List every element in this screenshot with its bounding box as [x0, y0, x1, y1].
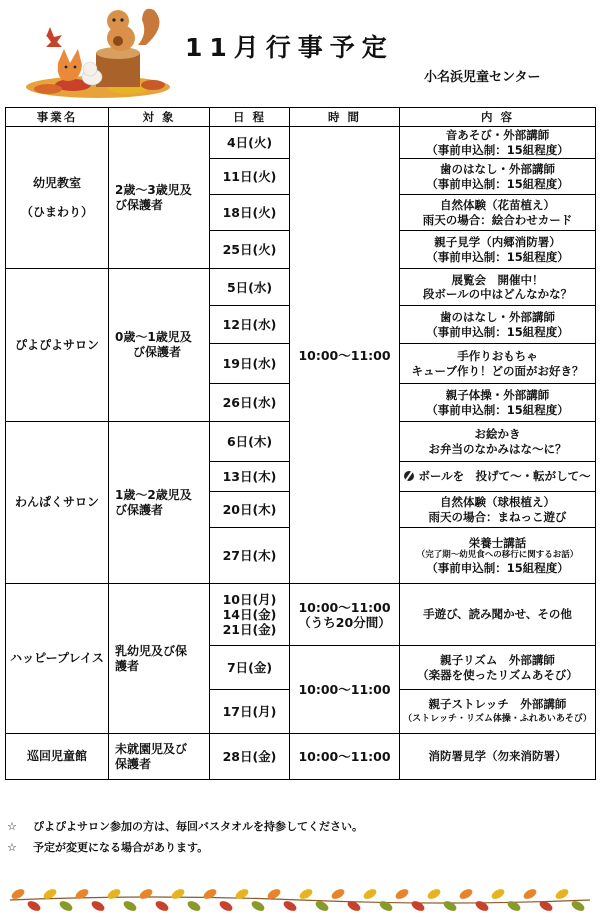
maple-leaf: [46, 27, 62, 47]
leaf-icon: [554, 887, 570, 901]
target-audience: 乳幼児及び保 護者: [109, 584, 210, 734]
page-title: 11月行事予定: [185, 33, 394, 62]
autumn-leaf-border: [10, 884, 590, 916]
event-content: 手作りおもちゃ キューブ作り！どの面がお好き？: [400, 344, 596, 384]
squirrel-figure: [107, 9, 159, 51]
leaf-icon: [138, 887, 154, 901]
table-row: [6, 584, 596, 646]
fox-figure: [58, 49, 82, 81]
leaf-icon: [522, 887, 538, 901]
leaf-icon: [74, 887, 90, 901]
leaf-icon: [58, 899, 74, 913]
tree-stump: [96, 47, 140, 87]
event-time: 10:00～11:00: [290, 734, 400, 780]
event-content: お絵かき お弁当のなかみはな～に？: [400, 422, 596, 462]
event-date: 27日(木): [210, 528, 290, 584]
event-date: 13日(木): [210, 462, 290, 492]
column-header: 対 象: [109, 108, 210, 127]
leaf-icon: [410, 899, 426, 913]
leaf-icon: [154, 899, 170, 913]
notes: [7, 816, 363, 858]
leaf-icon: [170, 887, 186, 901]
column-header: 時 間: [290, 108, 400, 127]
leaf-icon: [362, 887, 378, 901]
event-time: 10:00～11:00: [290, 646, 400, 734]
program-name: 幼児教室 （ひまわり）: [6, 127, 109, 269]
event-content: 消防署見学（勿来消防署）: [400, 734, 596, 780]
table-row: [6, 734, 596, 780]
leaf-icon: [234, 887, 250, 901]
event-time: 10:00～11:00 （うち20分間）: [290, 584, 400, 646]
program-name: ぴよぴよサロン: [6, 269, 109, 422]
note-item: ☆ 予定が変更になる場合があります。: [7, 837, 363, 858]
column-header: 日 程: [210, 108, 290, 127]
schedule-table: [5, 107, 596, 780]
event-date: 17日(月): [210, 690, 290, 734]
leaf-icon: [122, 899, 138, 913]
leaf-icon: [378, 899, 394, 913]
leaf-icon: [250, 899, 266, 913]
leaf-icon: [394, 887, 410, 901]
target-audience: 2歳～3歳児及 び保護者: [109, 127, 210, 269]
leaf-icon: [218, 899, 234, 913]
star-icon: ☆: [7, 820, 17, 833]
event-date: 4日(火): [210, 127, 290, 159]
event-date: 20日(木): [210, 492, 290, 528]
leaf-icon: [506, 899, 522, 913]
leaf-icon: [426, 887, 442, 901]
event-date: 19日(水): [210, 344, 290, 384]
leaf-icon: [458, 887, 474, 901]
event-date: 18日(火): [210, 195, 290, 231]
leaf-icon: [106, 887, 122, 901]
leaf-icon: [202, 887, 218, 901]
leaf-icon: [26, 899, 42, 913]
event-time: 10:00～11:00: [290, 127, 400, 584]
program-name: わんぱくサロン: [6, 422, 109, 584]
leaf-icon: [330, 887, 346, 901]
event-content: 自然体験（花苗植え） 雨天の場合：絵合わせカード: [400, 195, 596, 231]
event-date: 11日(火): [210, 159, 290, 195]
event-content: 音あそび・外部講師 （事前申込制：15組程度）: [400, 127, 596, 159]
program-name: 巡回児童館: [6, 734, 109, 780]
leaf-icon: [298, 887, 314, 901]
column-header: 事業名: [6, 108, 109, 127]
event-date: 26日(水): [210, 384, 290, 422]
event-content: 手遊び、読み聞かせ、その他: [400, 584, 596, 646]
leaf-icon: [474, 899, 490, 913]
event-date: 25日(火): [210, 231, 290, 269]
event-content: 栄養士講話 （完了期～幼児食への移行に関するお話） （事前申込制：15組程度）: [400, 528, 596, 584]
event-content: 親子ストレッチ 外部講師 （ストレッチ・リズム体操・ふれあいあそび）: [400, 690, 596, 734]
table-row: [6, 127, 596, 159]
leaf-icon: [490, 887, 506, 901]
target-audience: 0歳～1歳児及 び保護者: [109, 269, 210, 422]
event-content: 歯のはなし・外部講師 （事前申込制：15組程度）: [400, 159, 596, 195]
event-date: 28日(金): [210, 734, 290, 780]
event-content: 親子体操・外部講師 （事前申込制：15組程度）: [400, 384, 596, 422]
note-item: ☆ ぴよぴよサロン参加の方は、毎回バスタオルを持参してください。: [7, 816, 363, 837]
program-name: ハッピープレイス: [6, 584, 109, 734]
leaf-icon: [90, 899, 106, 913]
ball-icon: [404, 471, 414, 481]
event-date: 10日(月) 14日(金) 21日(金): [210, 584, 290, 646]
autumn-squirrel-illustration: [18, 5, 178, 100]
center-name: 小名浜児童センター: [424, 70, 541, 85]
event-content: 親子リズム 外部講師 （楽器を使ったリズムあそび）: [400, 646, 596, 690]
leaf-icon: [442, 899, 458, 913]
target-audience: 未就園児及び 保護者: [109, 734, 210, 780]
event-date: 5日(水): [210, 269, 290, 306]
event-content: 親子見学（内郷消防署） （事前申込制：15組程度）: [400, 231, 596, 269]
event-content: 展覧会 開催中！ 段ボールの中はどんなかな？: [400, 269, 596, 306]
event-content: 歯のはなし・外部講師 （事前申込制：15組程度）: [400, 306, 596, 344]
event-date: 12日(水): [210, 306, 290, 344]
event-date: 7日(金): [210, 646, 290, 690]
target-audience: 1歳～2歳児及 び保護者: [109, 422, 210, 584]
leaf-icon: [186, 899, 202, 913]
star-icon: ☆: [7, 841, 17, 854]
table-header-row: [6, 108, 596, 127]
column-header: 内 容: [400, 108, 596, 127]
event-content: 自然体験（球根植え） 雨天の場合：まねっこ遊び: [400, 492, 596, 528]
leaf-icon: [282, 899, 298, 913]
event-content: ボールを 投げて～・転がして～: [400, 462, 596, 492]
event-date: 6日(木): [210, 422, 290, 462]
